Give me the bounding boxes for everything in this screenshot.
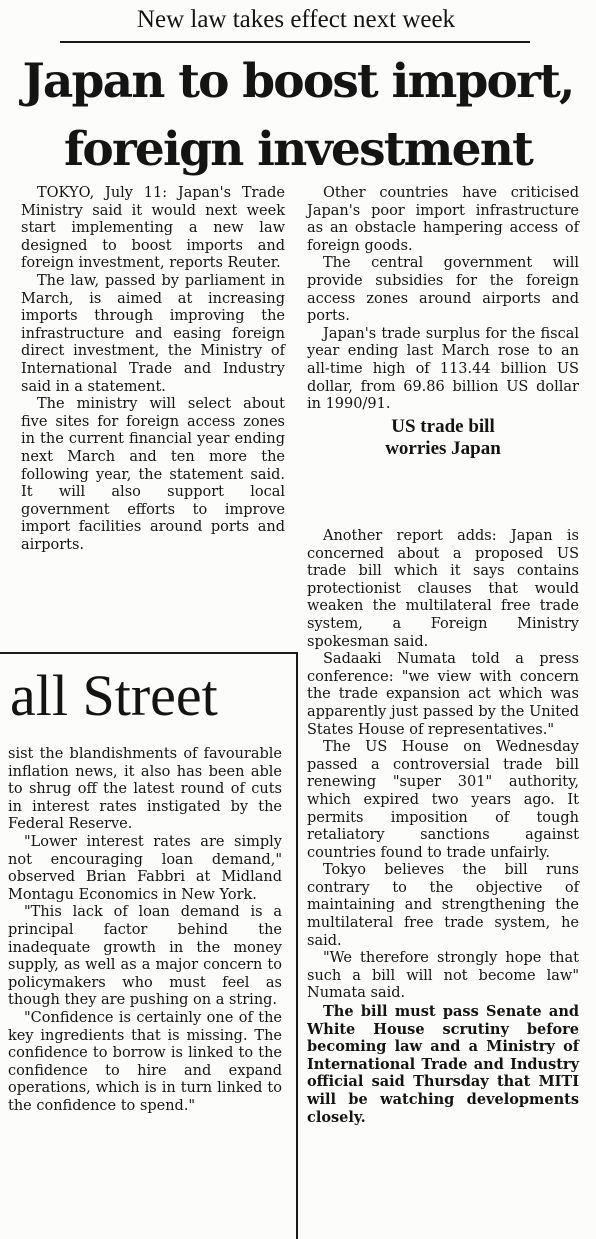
- article-paragraph: The law, passed by parliament in March, is aimed at increasing imports through improving the infrastructure and easing foreign direct investment, the Ministry of International Trade and Industry said in a statement.: [21, 272, 285, 395]
- article-paragraph: The central government will provide subsidies for the foreign access zones around airports and ports.: [307, 255, 579, 325]
- article-paragraph: Other countries have criticised Japan's poor import infrastructure as an obstacle hampering access of foreign goods.: [307, 185, 579, 254]
- article-paragraph: sist the blandishments of favourable inflation news, it also has been able to shrug off the latest round of cuts in interest rates instigated by the Federal Reserve.: [8, 746, 282, 833]
- kicker-rule: [60, 41, 530, 43]
- main-headline: [0, 48, 596, 184]
- article-paragraph: Another report adds: Japan is concerned about a proposed US trade bill which it says contains protectionist clauses that would weaken the multilateral free trade system, a Foreign Ministry spokesman said.: [307, 528, 579, 650]
- article-column-left: [21, 185, 285, 554]
- article-column-right: [307, 185, 579, 463]
- article-paragraph: The bill must pass Senate and White House scrutiny before becoming law and a Ministry of International Trade and Industry official said Thursday that MITI will be watching developments closely.: [307, 1003, 579, 1126]
- article-paragraph: The US House on Wednesday passed a controversial trade bill renewing "super 301" authority, which expired two years ago. It permits imposition of tough retaliatory sanctions against countries found to trade unfairly.: [307, 739, 579, 861]
- kicker-headline: New law takes effect next week: [136, 6, 456, 33]
- subheading: [307, 416, 579, 460]
- article-paragraph: Japan's trade surplus for the fiscal year ending last March rose to an all-time high of 113.44 billion US dollar, from 69.86 billion US dollar in 1990/91.: [307, 325, 579, 413]
- article-column-right-continued: [307, 528, 579, 1126]
- article-paragraph: "Lower interest rates are simply not encouraging loan demand," observed Brian Fabbri at Midland Montagu Economics in New York.: [8, 833, 282, 903]
- article-paragraph: "We therefore strongly hope that such a bill will not become law" Numata said.: [307, 950, 579, 1002]
- wall-street-headline: all Street: [10, 663, 218, 728]
- subheading-line-2: worries Japan: [385, 437, 501, 459]
- headline-line-1: Japan to boost import,: [22, 54, 574, 109]
- wall-street-column: [8, 746, 282, 1115]
- article-paragraph: TOKYO, July 11: Japan's Trade Ministry said it would next week start implementing a new law designed to boost imports and foreign investment, reports Reuter.: [21, 185, 285, 272]
- article-paragraph: "Confidence is certainly one of the key ingredients that is missing. The confidence to borrow is linked to the confidence to hire and expand operations, which is in turn linked to the confidence to spend.": [8, 1009, 282, 1114]
- subheading-line-1: US trade bill: [391, 415, 495, 437]
- headline-line-2: foreign investment: [63, 122, 532, 177]
- wall-street-box-right-rule: [296, 652, 298, 1239]
- article-paragraph: "This lack of loan demand is a principal factor behind the inadequate growth in the money supply, as well as a major concern to policymakers who must feel as though they are pushing on a string.: [8, 904, 282, 1009]
- article-paragraph: Tokyo believes the bill runs contrary to the objective of maintaining and strengthening the multilateral free trade system, he said.: [307, 862, 579, 949]
- article-paragraph: Sadaaki Numata told a press conference: "we view with concern the trade expansion act which was apparently just passed by the United States House of representatives.": [307, 651, 579, 738]
- article-paragraph: The ministry will select about five sites for foreign access zones in the current financial year ending next March and ten more the following year, the statement said. It will also support local government efforts to improve import facilities around ports and airports.: [21, 396, 285, 553]
